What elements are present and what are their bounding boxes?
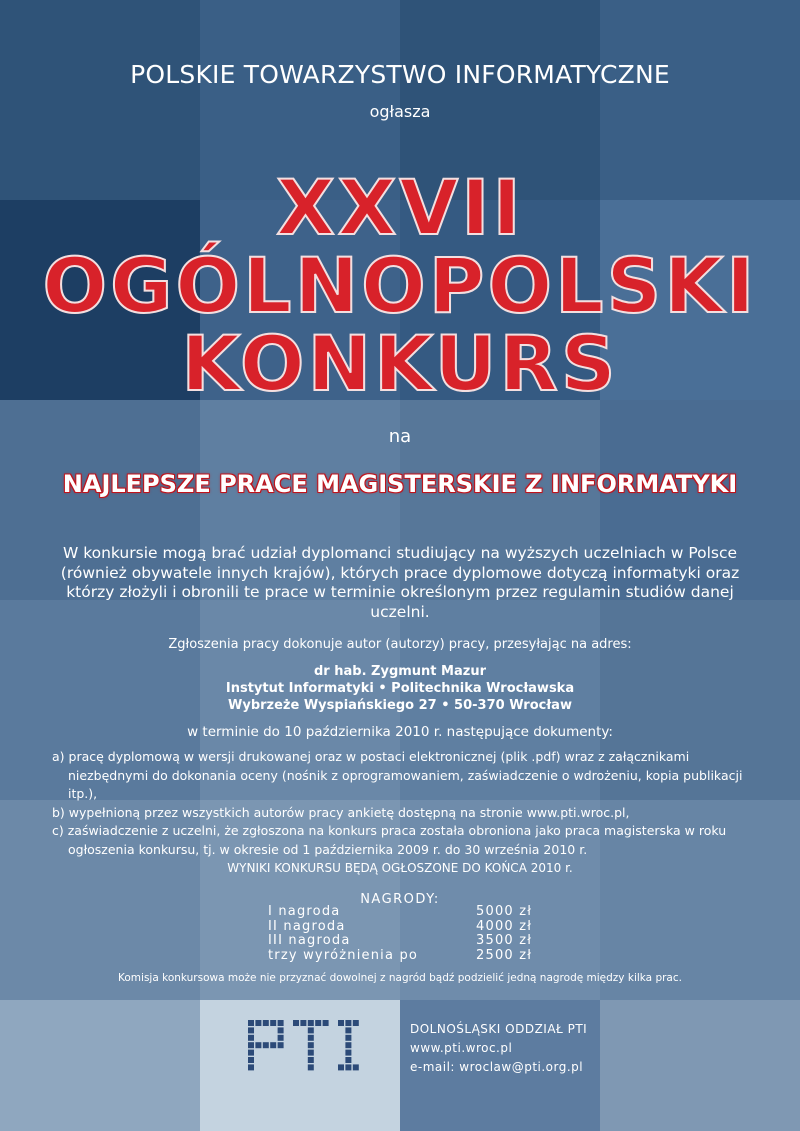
title-line-3: KONKURS <box>181 319 619 408</box>
address-name: dr hab. Zygmunt Mazur <box>314 664 486 679</box>
prize-amount: 3500 zł <box>476 933 533 948</box>
connector-text: na <box>388 426 412 447</box>
documents-list <box>52 748 752 859</box>
footer-contact <box>410 1020 587 1077</box>
list-item: a) pracę dyplomową w wersji drukowanej oraz w postaci elektronicznej (plik .pdf) wraz z załącznikami niezbędnymi do dokonania oceny (nośnik z oprogramowaniem, zaświadczenie o wdrożeniu, kopia publikacji itp.), <box>52 749 743 801</box>
footer-email: e-mail: wroclaw@pti.org.pl <box>410 1060 584 1074</box>
address-street: Wybrzeże Wyspiańskiego 27 • 50-370 Wrocław <box>228 698 572 713</box>
intro-paragraph: W konkursie mogą brać udział dyplomanci studiujący na wyższych uczelniach w Polsce (również obywatele innych krajów), których prace dyplomowe dotyczą informatyki oraz którzy złożyli i obronili te prace w terminie określonym przez regulamin studiów danej uczelni. <box>60 544 740 621</box>
list-item: c) zaświadczenie z uczelni, że zgłoszona na konkurs praca została obroniona jako praca magisterska w roku ogłoszenia konkursu, tj. w okresie od 1 października 2009 r. do 30 września 2010 r. <box>52 823 727 857</box>
prizes-list <box>268 905 538 963</box>
contest-subtitle: NAJLEPSZE PRACE MAGISTERSKIE Z INFORMATYKI <box>62 470 738 498</box>
prize-name: II nagroda <box>268 918 346 934</box>
announces-text: ogłasza <box>369 102 431 121</box>
footer-branch: DOLNOŚLĄSKI ODDZIAŁ PTI <box>410 1022 588 1036</box>
prize-row <box>268 920 538 935</box>
submission-info: Zgłoszenia pracy dokonuje autor (autorzy) pracy, przesyłając na adres: <box>168 637 632 652</box>
prizes-title: NAGRODY: <box>360 892 440 907</box>
prize-amount: 5000 zł <box>476 904 533 919</box>
prize-name: III nagroda <box>268 933 351 948</box>
list-item: b) wypełnioną przez wszystkich autorów pracy ankietę dostępną na stronie www.pti.wroc.pl, <box>52 804 630 820</box>
title-line-1: XXVII <box>276 163 524 252</box>
deadline-text: w terminie do 10 października 2010 r. następujące dokumenty: <box>187 724 613 740</box>
footer-website: www.pti.wroc.pl <box>410 1041 513 1055</box>
address-block <box>0 663 800 714</box>
prize-row <box>268 949 538 964</box>
organization-name: POLSKIE TOWARZYSTWO INFORMATYCZNE <box>130 60 670 89</box>
address-institute: Instytut Informatyki • Politechnika Wrocławska <box>225 681 575 696</box>
committee-note: Komisja konkursowa może nie przyznać dowolnej z nagród bądź podzielić jedną nagrodę między kilka prac. <box>118 972 682 984</box>
prize-name: trzy wyróżnienia po <box>268 947 419 963</box>
prize-row <box>268 934 538 949</box>
title-line-2: OGÓLNOPOLSKI <box>42 241 758 330</box>
prize-row <box>268 905 538 920</box>
pti-logo <box>246 1018 396 1074</box>
prize-amount: 4000 zł <box>476 918 533 934</box>
prize-name: I nagroda <box>268 904 341 919</box>
results-announcement: WYNIKI KONKURSU BĘDĄ OGŁOSZONE DO KOŃCA 2010 r. <box>227 861 573 875</box>
prize-amount: 2500 zł <box>476 947 533 963</box>
